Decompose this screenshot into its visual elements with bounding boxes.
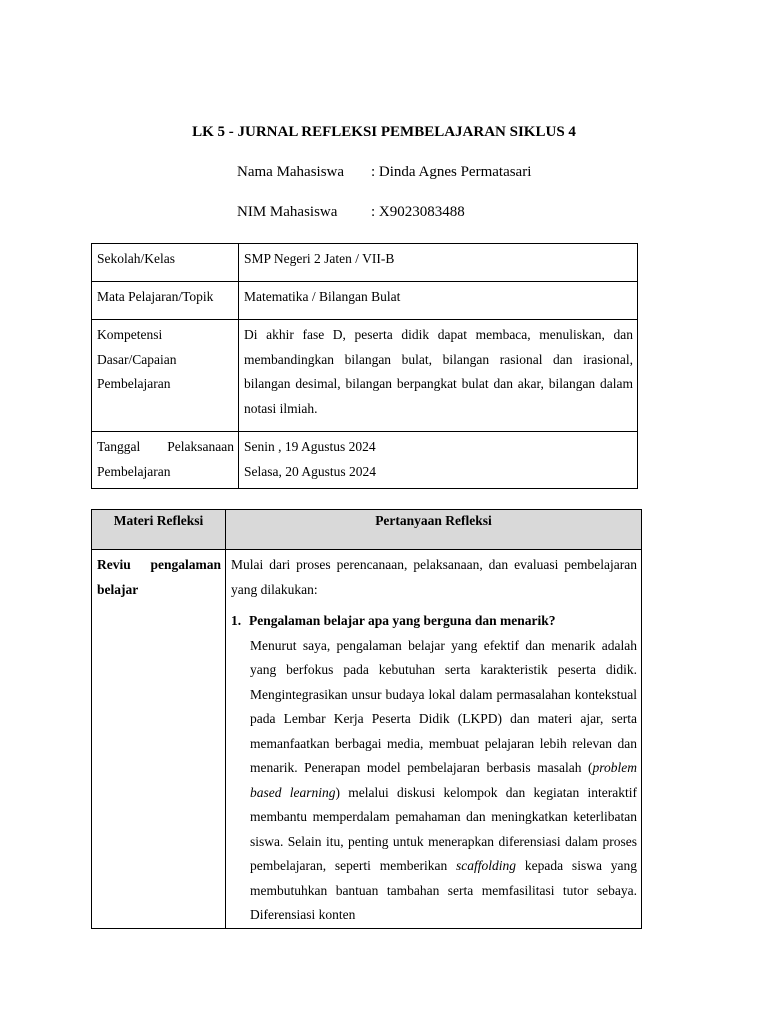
- info-label: [92, 432, 239, 489]
- answer-emphasis: problem based learning: [250, 760, 637, 800]
- info-value: [239, 432, 638, 489]
- label-line: Dasar/Capaian: [97, 351, 177, 367]
- reflection-label: [92, 550, 226, 929]
- info-label: Sekolah/Kelas: [92, 244, 239, 282]
- reflection-table: [91, 509, 642, 929]
- info-label: Mata Pelajaran/Topik: [92, 282, 239, 320]
- meta-value: : Dinda Agnes Permatasari: [371, 164, 532, 180]
- meta-value: : X9023083488: [371, 204, 465, 220]
- answer-paragraph: [250, 634, 637, 928]
- intro-text: Mulai dari proses perencanaan, pelaksanaan, dan evaluasi pembelajaran yang dilakukan:: [231, 557, 637, 597]
- table-row: [92, 432, 638, 489]
- answer-text: ) melalui diskusi kelompok dan kegiatan interaktif membantu memperdalam pemahaman dan meningkatkan keterlibatan siswa. Selain itu, penting untuk menerapkan diferensiasi dalam proses pembelajaran, seperti memberikan: [250, 784, 638, 873]
- label-line: Tanggal Pelaksanaan: [97, 439, 234, 454]
- label-line: Pembelajaran: [97, 463, 171, 479]
- label-line: Kompetensi: [97, 327, 163, 342]
- label-line: belajar: [97, 581, 139, 597]
- table-row: [92, 244, 638, 282]
- column-header: Pertanyaan Refleksi: [226, 510, 642, 550]
- info-value: SMP Negeri 2 Jaten / VII-B: [239, 244, 638, 282]
- info-table: [91, 243, 638, 489]
- question-text: Pengalaman belajar apa yang berguna dan menarik?: [249, 613, 556, 628]
- info-value: Matematika / Bilangan Bulat: [239, 282, 638, 320]
- label-line: Pembelajaran: [97, 376, 171, 391]
- table-row: [92, 550, 642, 929]
- table-row: [92, 282, 638, 320]
- document-title: LK 5 - JURNAL REFLEKSI PEMBELAJARAN SIKLUS 4: [192, 124, 576, 140]
- meta-name-row: [237, 164, 531, 181]
- value-line: Senin , 19 Agustus 2024: [244, 439, 376, 454]
- meta-label: NIM Mahasiswa: [237, 204, 338, 220]
- info-label: [92, 320, 239, 432]
- meta-label: Nama Mahasiswa: [237, 164, 345, 180]
- column-header: Materi Refleksi: [92, 510, 226, 550]
- reflection-content: [226, 550, 642, 929]
- answer-emphasis: scaffolding: [456, 858, 517, 873]
- question-number: 1.: [231, 613, 242, 628]
- info-value: Di akhir fase D, peserta didik dapat membaca, menuliskan, dan membandingkan bilangan bulat, bilangan rasional dan irasional, bilangan desimal, bilangan berpangkat bulat dan akar, bilangan dalam notasi ilmiah.: [239, 320, 638, 432]
- value-line: Selasa, 20 Agustus 2024: [244, 463, 377, 479]
- answer-text: kepada siswa yang membutuhkan bantuan tambahan serta memfasilitasi tutor sebaya. Diferensiasi konten: [250, 858, 638, 922]
- label-line: Reviu pengalaman: [97, 557, 221, 572]
- answer-text: Menurut saya, pengalaman belajar yang efektif dan menarik adalah yang berfokus pada kebutuhan serta karakteristik peserta didik. Mengintegrasikan unsur budaya lokal dalam permasalahan kontekstual pada Lembar Kerja Peserta Didik (LKPD) dan materi ajar, serta memanfaatkan berbagai media, membuat pelajaran lebih relevan dan menarik. Penerapan model pembelajaran berbasis masalah (: [250, 637, 637, 775]
- meta-nim-row: [237, 204, 465, 221]
- table-header-row: [92, 510, 642, 550]
- question-heading: [231, 609, 637, 634]
- table-row: [92, 320, 638, 432]
